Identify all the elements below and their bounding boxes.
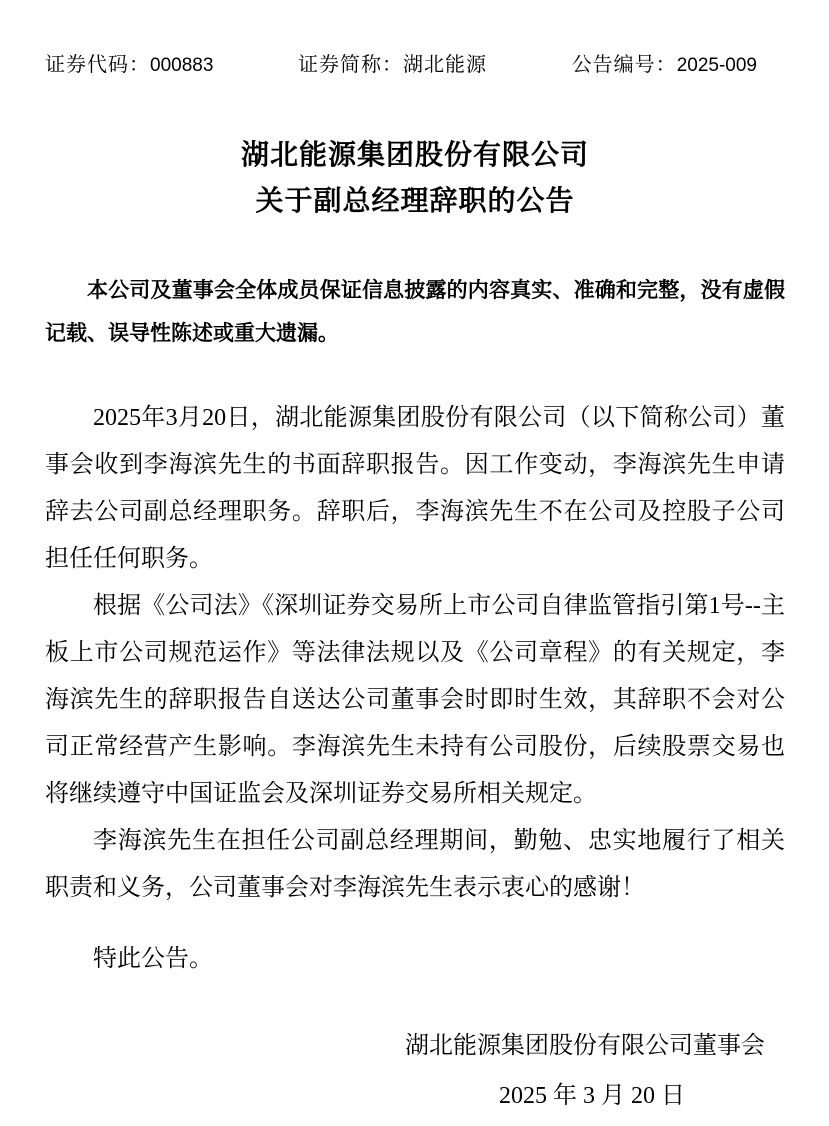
stock-code (45, 52, 213, 79)
announcement-number-label: 公告编号： (571, 54, 677, 76)
stock-code-label: 证券代码： (45, 54, 150, 76)
announcement-number-value: 2025-009 (676, 55, 757, 76)
signature-date: 2025 年 3 月 20 日 (499, 1083, 685, 1109)
document-title (45, 132, 785, 224)
document-title-line1: 湖北能源集团股份有限公司 (240, 139, 589, 170)
body-paragraph-1: 2025年3月20日，湖北能源集团股份有限公司（以下简称公司）董事会收到李海滨先生的书面辞职报告。因工作变动，李海滨先生申请辞去公司副总经理职务。辞职后，李海滨先生不在公司及控股子公司担任任何职务。 (45, 405, 785, 572)
closing-statement: 特此公告。 (93, 946, 213, 972)
stock-name-value: 湖北能源 (403, 54, 488, 76)
stock-code-value: 000883 (150, 55, 214, 76)
signature-block (45, 1023, 785, 1120)
signature-name: 湖北能源集团股份有限公司董事会 (405, 1033, 765, 1059)
body-paragraph-3: 李海滨先生在担任公司副总经理期间，勤勉、忠实地履行了相关职责和义务，公司董事会对李海滨先生表示衷心的感谢！ (45, 828, 785, 901)
body-paragraph-2: 根据《公司法》《深圳证券交易所上市公司自律监管指引第1号--主板上市公司规范运作》等法律法规以及《公司章程》的有关规定，李海滨先生的辞职报告自送达公司董事会时即时生效，其辞职不会对公司正常经营产生影响。李海滨先生未持有公司股份，后续股票交易也将继续遵守中国证监会及深圳证券交易所相关规定。 (45, 593, 785, 807)
announcement-number (572, 52, 757, 79)
securities-header (45, 52, 785, 79)
document-title-line2: 关于副总经理辞职的公告 (255, 185, 575, 216)
stock-name (298, 52, 487, 78)
stock-name-label: 证券简称： (298, 54, 404, 76)
announcement-body (45, 395, 785, 983)
integrity-statement: 本公司及董事会全体成员保证信息披露的内容真实、准确和完整，没有虚假记载、误导性陈述或重大遗漏。 (45, 278, 785, 345)
